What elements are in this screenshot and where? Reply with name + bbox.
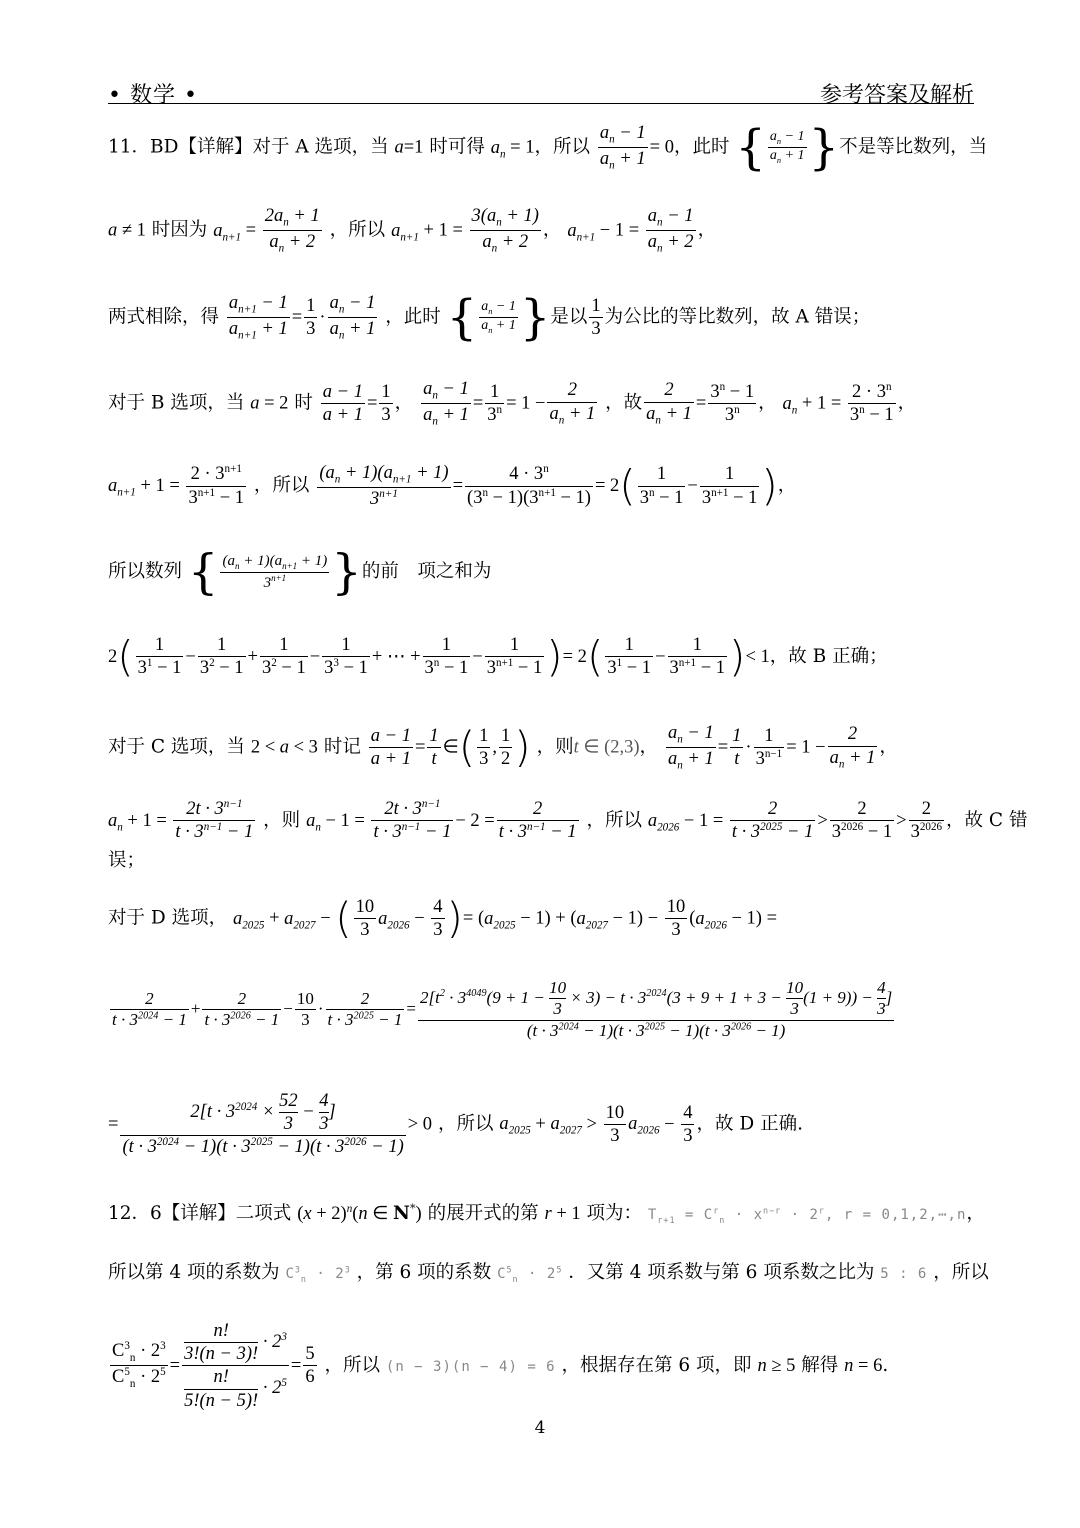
q12-lead: 12．6【详解】二项式: [108, 1203, 292, 1225]
formula: $\frac{2}{a_n + 1}$: [646, 380, 692, 427]
formula: $\frac{1}{3^{n-1}}$: [755, 725, 783, 770]
formula: $\frac{2}{t \cdot 3^{2026} - 1}$: [204, 988, 280, 1030]
q11-line-11: 对于 D 选项， $a_{2025} + a_{2027}$ − ( $\frac{10}{3}$ $a_{2026}$ − $\frac{4}{3}$ )= $(a_{2025} - 1) + (a_{2027} - 1)$ − $\frac{10}{3}$ $(a_{2026} - 1)$ =: [108, 893, 778, 943]
text: 为公比的等比数列，故 A 错误；: [604, 306, 871, 328]
formula: $\frac{3(a_n + 1)}{a_n + 2}$: [471, 206, 539, 255]
formula: $a_{2026}$: [647, 810, 680, 834]
q12-line-3: $\frac{C^3_n \cdot 2^3}{C^5_n \cdot 2^5}$ = $\frac{n!}{3!(n - 3)!}$ · $2^3$ $\frac{n!}{5!(n - 5)!}$ · $2^5$ = $\frac{5}{6}$ ，所以 (n − 3)(n − 4) = 6 ，根据存在第 6 项，即 n ≥ 5 解得 n = 6.: [112, 1321, 889, 1411]
text: ，故: [605, 392, 643, 414]
formula: $\frac{1}{t}$: [732, 725, 742, 769]
q11-lead: 11．BD【详解】对于 A 选项，当: [108, 136, 389, 158]
q11-line-7: 2( $\frac{1}{3^1 - 1}$ − $\frac{1}{3^2 - 1}$ + $\frac{1}{3^2 - 1}$ − $\frac{1}{3^3 - 1}$ + ⋯ + $\frac{1}{3^n - 1}$ − $\frac{1}{3^{n+1} - 1}$ )= 2( $\frac{1}{3^1 - 1}$ − $\frac{1}{3^{n+1} - 1}$ )< 1，故 B 正确；: [108, 631, 888, 681]
formula: $\frac{1}{3^n - 1}$: [639, 464, 684, 508]
formula: a: [250, 393, 260, 414]
text: ，故 C 错: [946, 809, 1028, 831]
text: ．又第 4 项系数与第 6 项系数之比为: [568, 1262, 875, 1283]
formula: $\frac{2 \cdot 3^n}{3^n - 1}$: [849, 380, 894, 426]
formula: $2[t^2 \cdot 3^{4049}(9 + 1$ − $\frac{10}{3}$ × $3) - t \cdot 3^{2024}(3 + 9 + 1 + 3$ − $\frac{10}{3}$ (1 + 9)) − $\frac{4}{3}$ ] $(t \cdot 3^{2024} - 1)(t \cdot 3^{2025} - 1)(t \cdot 3^{2026} - 1)$: [419, 978, 893, 1040]
formula: $a_{n+1}$: [567, 220, 596, 244]
formula: $\frac{a_n - 1}{a_n + 1}$: [481, 299, 516, 335]
formula: $\frac{5}{6}$: [305, 1344, 315, 1388]
page-number: 4: [534, 1418, 546, 1438]
text: 是以: [550, 306, 588, 328]
q11-line-6: 所以数列 { $\frac{(a_n + 1)(a_{n+1} + 1)}{3^{n+1}}$ }的前 项之和为: [108, 544, 492, 600]
text: 的前 项之和为: [361, 561, 492, 582]
header-subject: • 数学 •: [108, 83, 198, 108]
formula: $\frac{1}{t}$: [429, 725, 439, 769]
formula: $\frac{1}{3^2 - 1}$: [261, 635, 306, 679]
formula: $\frac{1}{3^1 - 1}$: [137, 635, 182, 679]
formula: $\frac{2 \cdot 3^{n+1}}{3^{n+1} - 1}$: [188, 463, 245, 508]
q11-line-2: a ≠ 1 时因为 $a_{n+1}$ = $\frac{2a_n + 1}{a_n + 2}$ ，所以 $a_{n+1} + 1$ = $\frac{3(a_n + 1)}{a_n + 2}$ ， $a_{n+1} - 1$ = $\frac{a_n - 1}{a_n + 2}$ ，: [108, 206, 717, 255]
formula: $\frac{2}{3^{2026}}$: [910, 799, 943, 843]
formula: $\frac{1}{3}$: [306, 295, 316, 339]
formula: $\frac{2}{a_n + 1}$: [549, 380, 596, 427]
text: ，所以: [324, 1354, 380, 1376]
formula: $\frac{3^n - 1}{3^n}$: [710, 380, 755, 426]
text: ，根据存在第 6 项，即: [561, 1354, 752, 1376]
formula: $\frac{1}{2}$: [501, 725, 511, 769]
q12-line-2: 所以第 4 项的系数为 $C^3_n \cdot 2^3$ ，第 6 项的系数 $C^5_n \cdot 2^5$ ．又第 4 项系数与第 6 项系数之比为 5 : 6 ，所以: [108, 1262, 989, 1284]
formula: $\frac{1}{3^2 - 1}$: [199, 635, 244, 679]
formula: $\frac{4}{3}$: [683, 1102, 693, 1146]
text: 不是等比数列，当: [839, 136, 988, 158]
formula: $\frac{2}{t \cdot 3^{2025} - 1}$: [327, 988, 403, 1030]
formula: $\frac{2a_n + 1}{a_n + 2}$: [264, 206, 320, 255]
formula: $2[t \cdot 3^{2024}$ × $\frac{52}{3}$ − $\frac{4}{3}$ ] $(t \cdot 3^{2024} - 1)(t \cdot 3^{2025} - 1)(t \cdot 3^{2026} - 1)$: [122, 1091, 404, 1158]
q11-line-10: [108, 850, 145, 872]
formula: $\frac{1}{3}$: [381, 381, 391, 425]
formula: $\frac{C^3_n \cdot 2^3}{C^5_n \cdot 2^5}$: [112, 1340, 166, 1391]
formula: $\frac{a_n - 1}{a_n + 1}$: [329, 293, 376, 342]
formula: $a_{n+1}$: [213, 220, 242, 244]
q11-line-4: 对于 B 选项，当 a = 2 时 $\frac{a - 1}{a + 1}$ = $\frac{1}{3}$ ， $\frac{a_n - 1}{a_n + 1}$ = $\frac{1}{3^n}$ = 1 − $\frac{2}{a_n + 1}$ ，故 $\frac{2}{a_n + 1}$ = $\frac{3^n - 1}{3^n}$ ， $a_n + 1$ = $\frac{2 \cdot 3^n}{3^n - 1}$ ，: [108, 379, 917, 428]
formula: $\frac{2t \cdot 3^{n-1}}{t \cdot 3^{n-1} - 1}$: [175, 798, 254, 843]
header-title: 参考答案及解析: [819, 83, 974, 108]
formula: $\frac{2}{t \cdot 3^{2024} - 1}$: [112, 988, 187, 1030]
formula: $\frac{a_n - 1}{a_n + 1}$: [769, 129, 805, 165]
text: 所以数列: [108, 561, 183, 582]
formula: $\frac{10}{3}$: [605, 1102, 625, 1146]
formula: $\frac{2t \cdot 3^{n-1}}{t \cdot 3^{n-1} - 1}$: [373, 798, 452, 843]
header-rule: [108, 103, 974, 104]
text: ，所以: [933, 1262, 989, 1283]
formula: $\frac{a_n - 1}{a_n + 1}$: [667, 723, 714, 772]
formula: $\frac{a_n - 1}{a_n + 2}$: [647, 206, 694, 255]
formula: $a_{n+1}$: [108, 476, 136, 499]
q11-line-9: $a_n + 1$ = $\frac{2t \cdot 3^{n-1}}{t \cdot 3^{n-1} - 1}$ ，则 $a_n - 1$ = $\frac{2t \cdot 3^{n-1}}{t \cdot 3^{n-1} - 1}$ − 2 = $\frac{2}{t \cdot 3^{n-1} - 1}$ ，所以 $a_{2026} - 1$ = $\frac{2}{t \cdot 3^{2025} - 1}$ > $\frac{2}{3^{2026} - 1}$ > $\frac{2}{3^{2026}}$ ，故 C 错: [108, 798, 1028, 843]
formula: $\frac{1}{3}$: [591, 295, 601, 339]
formula: $a_n$: [782, 393, 798, 417]
text: 解得: [801, 1354, 839, 1376]
formula: $\frac{a_n - 1}{a_n + 1}$: [423, 379, 469, 428]
q11-line-8: 对于 C 选项，当 2 < a < 3 时记 $\frac{a - 1}{a + 1}$ = $\frac{1}{t}$ ∈( $\frac{1}{3}$ , $\frac{1}{2}$ ) ，则t ∈ (2,3)， $\frac{a_n - 1}{a_n + 1}$ = $\frac{1}{t}$ · $\frac{1}{3^{n-1}}$ = 1 − $\frac{2}{a_n + 1}$ ，: [108, 722, 898, 772]
formula: $\frac{10}{3}$: [296, 988, 314, 1030]
text: ，则: [536, 736, 574, 758]
text: 对于 B 选项，当: [108, 392, 245, 414]
formula: $\frac{4}{3}$: [433, 897, 443, 941]
text: 时: [294, 392, 313, 414]
formula: $\frac{a_{n+1} - 1}{a_{n+1} + 1}$: [228, 293, 288, 342]
text: .: [882, 1354, 889, 1376]
text: ，第 6 项的系数: [356, 1262, 492, 1283]
formula: $\frac{(a_n + 1)(a_{n+1} + 1)}{3^{n+1}}$: [319, 463, 449, 510]
formula: $a_{n+1}$: [391, 220, 419, 244]
formula: $a_n$: [306, 810, 321, 834]
formula: $\frac{2}{t \cdot 3^{n-1} - 1}$: [498, 799, 577, 843]
text: ，所以: [253, 475, 310, 497]
text: ，所以: [329, 219, 386, 241]
text: 对于 C 选项，当: [108, 736, 245, 758]
text: ，此时: [673, 136, 730, 158]
text: ，所以: [586, 809, 642, 831]
formula: $\frac{1}{3^1 - 1}$: [607, 635, 652, 679]
q11-line-12: $\frac{2}{t \cdot 3^{2024} - 1}$ + $\frac{2}{t \cdot 3^{2026} - 1}$ − $\frac{10}{3}$ · $\frac{2}{t \cdot 3^{2025} - 1}$ = $2[t^2 \cdot 3^{4049}(9 + 1$ − $\frac{10}{3}$ × $3) - t \cdot 3^{2024}(3 + 9 + 1 + 3$ − $\frac{10}{3}$ (1 + 9)) − $\frac{4}{3}$ ] $(t \cdot 3^{2024} - 1)(t \cdot 3^{2025} - 1)(t \cdot 3^{2026} - 1)$: [112, 978, 893, 1040]
text: 时因为: [151, 219, 208, 241]
text: ，所以: [534, 136, 590, 158]
text: ，故 D 正确.: [696, 1113, 803, 1135]
formula: $\frac{n!}{3!(n - 3)!}$ · $2^3$ $\frac{n!}{5!(n - 5)!}$ · $2^5$: [184, 1321, 287, 1411]
formula: a: [394, 137, 404, 158]
text: ，所以: [437, 1113, 494, 1135]
text: 两式相除，得: [108, 306, 220, 328]
formula: $\frac{a_n - 1}{a_n + 1}$: [599, 123, 646, 172]
text: ，故 B 正确；: [769, 645, 888, 667]
formula: $\frac{a - 1}{a + 1}$: [370, 725, 411, 769]
formula: $\frac{2}{t \cdot 3^{2025} - 1}$: [731, 799, 814, 843]
formula: $\frac{1}{3}$: [479, 725, 489, 769]
q11-line-1: 11．BD【详解】对于 A 选项，当 a=1 时可得 $a_n = 1$，所以 $\frac{a_n - 1}{a_n + 1}$ = 0，此时 { $\frac{a_n - 1}{a_n + 1}$ }不是等比数列，当: [108, 119, 988, 176]
formula: $\frac{(a_n + 1)(a_{n+1} + 1)}{3^{n+1}}$: [222, 553, 328, 591]
formula: $\frac{1}{3^{n+1} - 1}$: [486, 635, 543, 679]
formula: $\frac{1}{3^{n+1} - 1}$: [669, 635, 726, 679]
formula: $\frac{10}{3}$: [666, 897, 686, 941]
formula: $a_n$: [108, 810, 123, 834]
formula: $\frac{1}{3^n - 1}$: [424, 635, 469, 679]
text: 时可得: [429, 136, 485, 158]
text: 的展开式的第: [427, 1203, 539, 1225]
text: 项为：: [586, 1203, 643, 1225]
text: 误；: [108, 850, 146, 871]
formula: $\frac{1}{3^n}$: [487, 381, 503, 426]
q11-line-5: $a_{n+1} + 1$ = $\frac{2 \cdot 3^{n+1}}{3^{n+1} - 1}$ ，所以 $\frac{(a_n + 1)(a_{n+1} + 1)}{3^{n+1}}$ = $\frac{4 \cdot 3^n}{(3^n - 1)(3^{n+1} - 1)}$ = 2( $\frac{1}{3^n - 1}$ − $\frac{1}{3^{n+1} - 1}$ )，: [108, 461, 797, 511]
formula: $\frac{a - 1}{a + 1}$: [322, 381, 363, 425]
text: 所以第 4 项的系数为: [108, 1262, 280, 1283]
text: ，则: [263, 809, 301, 831]
formula: $\frac{4 \cdot 3^n}{(3^n - 1)(3^{n+1} - 1)}$: [467, 463, 591, 508]
formula: $\frac{1}{3^3 - 1}$: [324, 635, 368, 679]
q11-line-13: = $2[t \cdot 3^{2024}$ × $\frac{52}{3}$ − $\frac{4}{3}$ ] $(t \cdot 3^{2024} - 1)(t \cdot 3^{2025} - 1)(t \cdot 3^{2026} - 1)$ > 0 ，所以 $a_{2025} + a_{2027}$ > $\frac{10}{3}$ $a_{2026}$ − $\frac{4}{3}$ ，故 D 正确.: [108, 1091, 803, 1158]
text: ，此时: [385, 306, 441, 328]
text: 对于 D 选项，: [108, 907, 228, 929]
q12-line-1: 12．6【详解】二项式 $(x + 2)^n(n$ ∈ N*) 的展开式的第 r + 1 项为： $T_{r+1} = C^r_n \cdot x^{n-r} \cdot 2^r$, r = 0,1,2,⋯,n，: [108, 1202, 985, 1225]
formula: a: [108, 220, 118, 241]
q11-line-3: 两式相除，得 $\frac{a_{n+1} - 1}{a_{n+1} + 1}$ = $\frac{1}{3}$ · $\frac{a_n - 1}{a_n + 1}$ ，此时 { $\frac{a_n - 1}{a_n + 1}$ }是以 $\frac{1}{3}$ 为公比的等比数列，故 A 错误；: [108, 289, 871, 346]
text: 时记: [323, 736, 361, 758]
formula: $\frac{1}{3^{n+1} - 1}$: [701, 464, 758, 508]
formula: $\frac{10}{3}$: [355, 897, 375, 941]
formula: $\frac{2}{3^{2026} - 1}$: [831, 799, 893, 843]
formula: $\frac{2}{a_n + 1}$: [829, 724, 876, 771]
formula: $a_n$: [490, 137, 506, 161]
